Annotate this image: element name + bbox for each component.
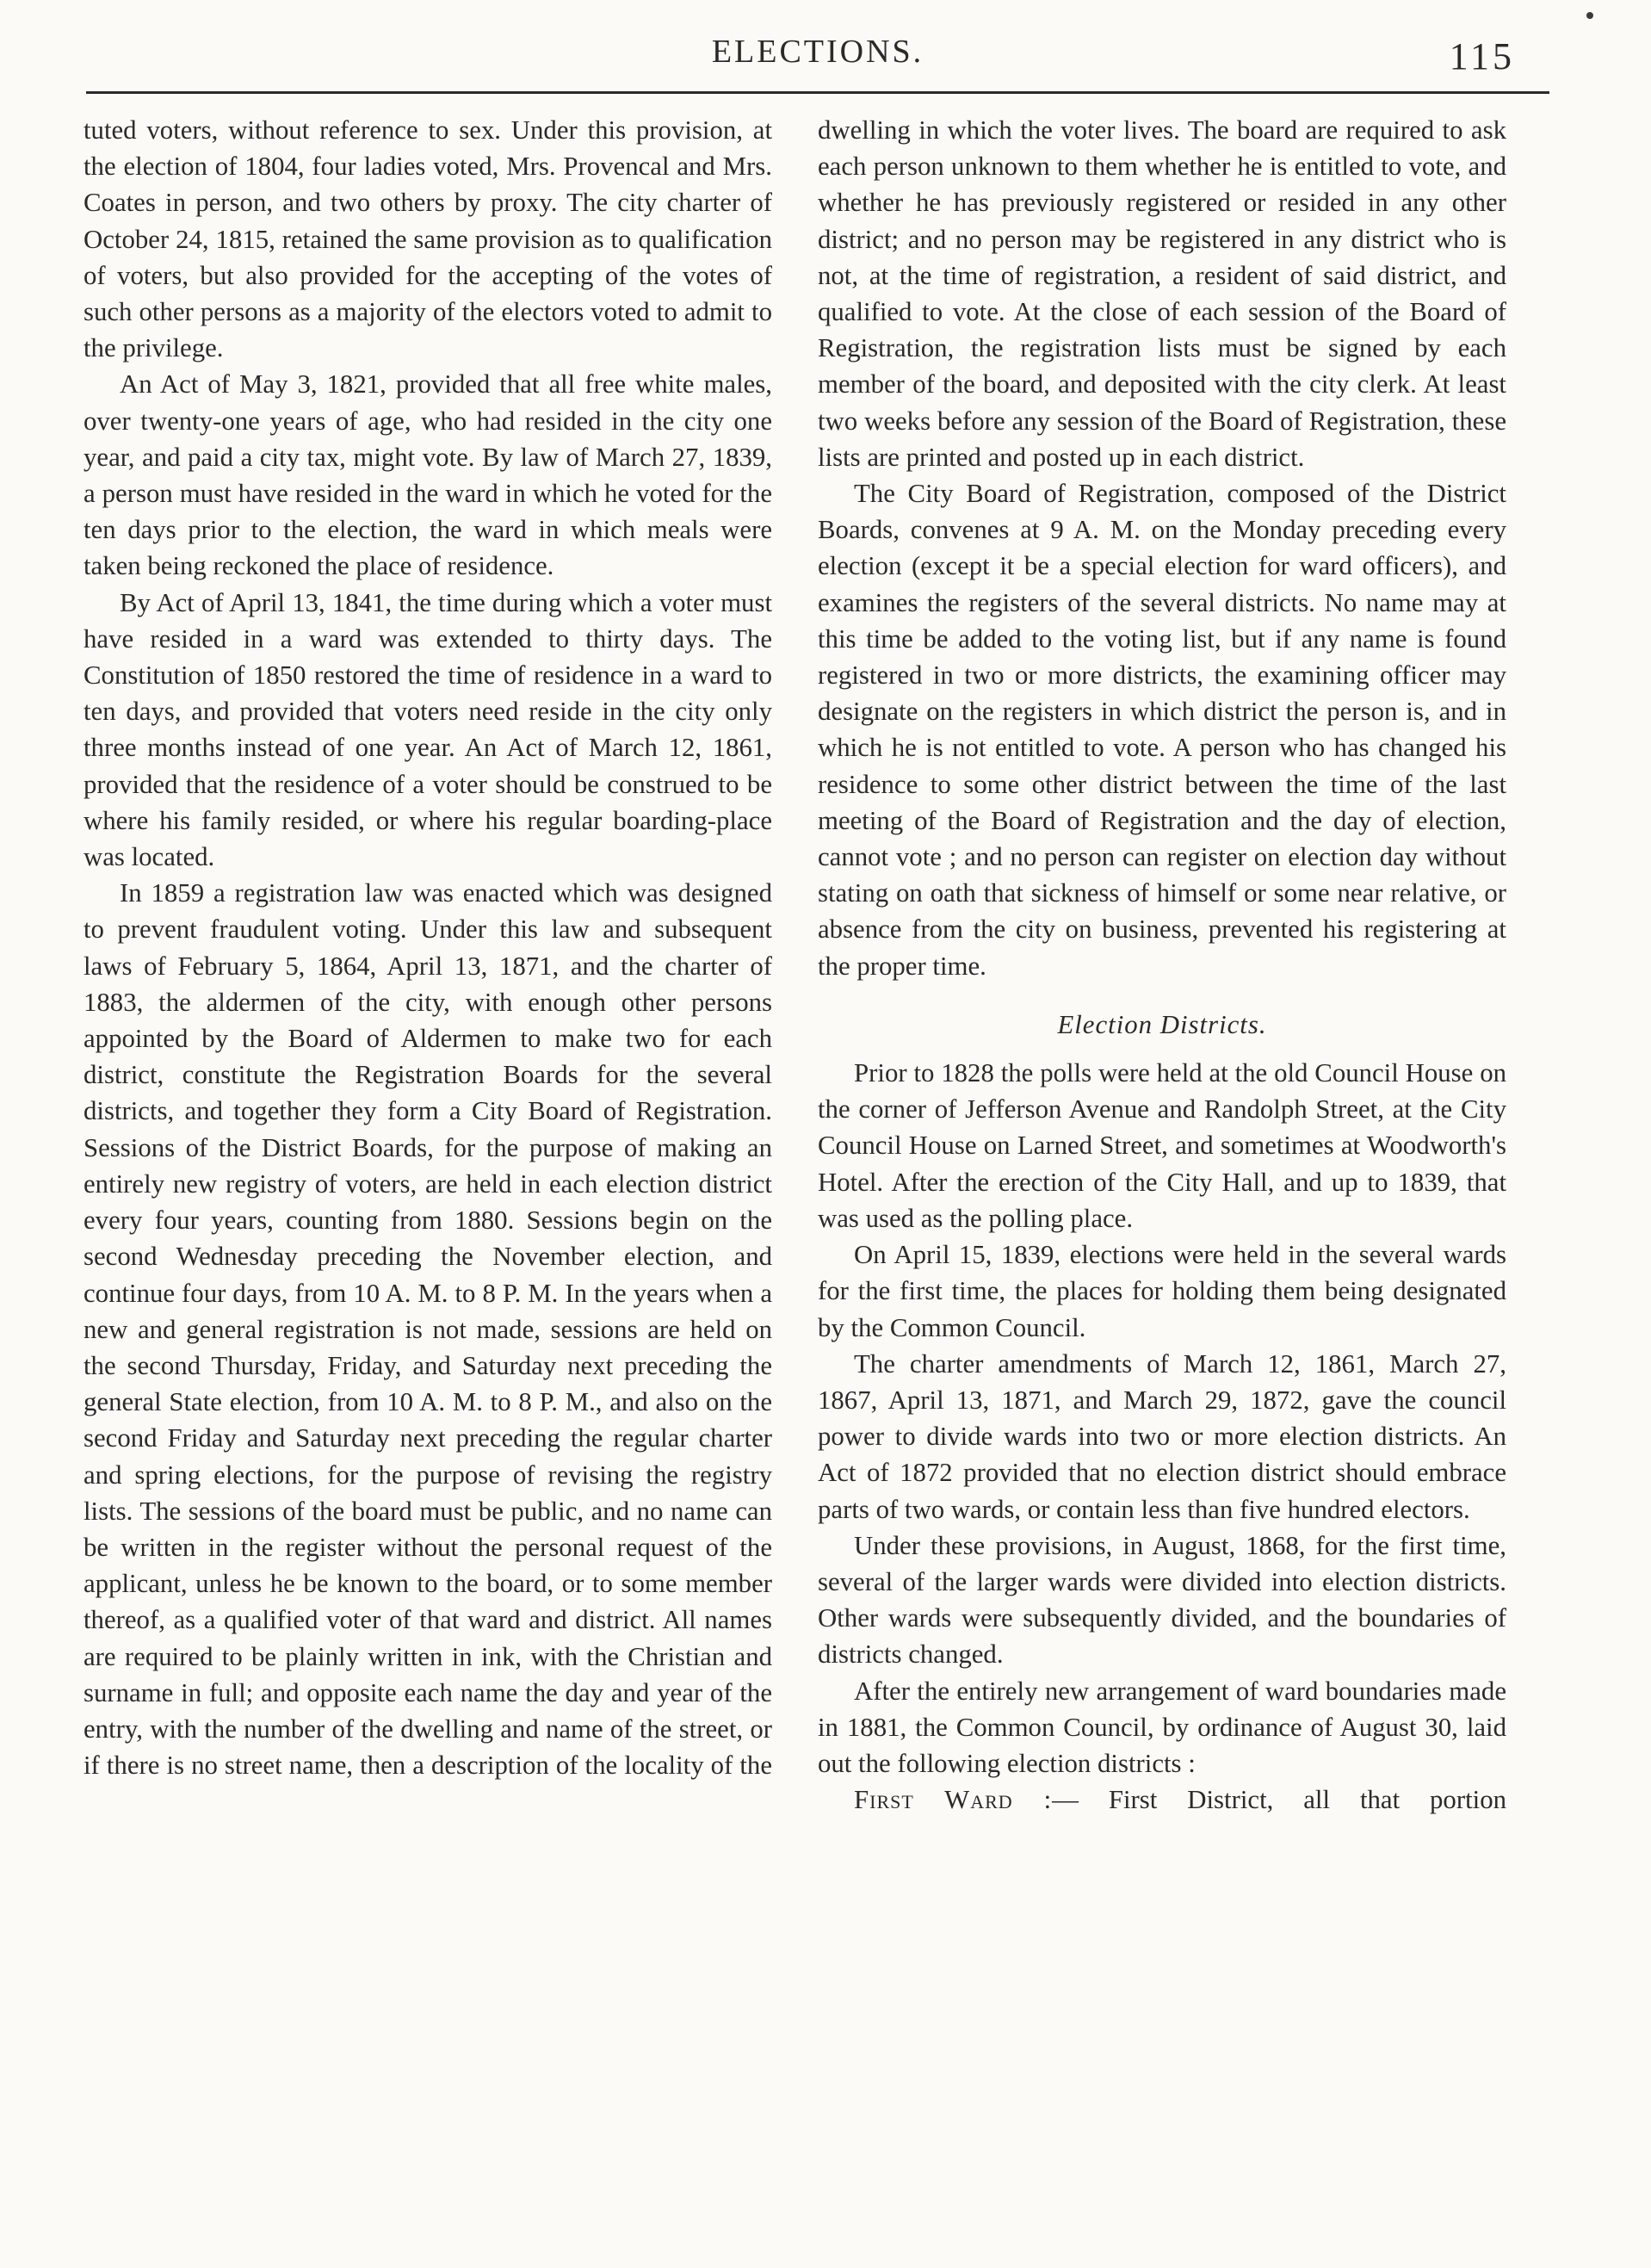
paragraph: Prior to 1828 the polls were held at the old Council House on the corner of Jefferson Avenue and Randolph Street, at the City Council House on Larned Street, and sometimes at Woodworth's Hotel. After the erection of the City Hall, and up to 1839, that was used as the polling place. (818, 1058, 1506, 1233)
paragraph: After the entirely new arrangement of ward boundaries made in 1881, the Common Council, by ordinance of August 30, laid out the following election districts : (818, 1676, 1506, 1778)
ink-speck (1586, 12, 1593, 19)
ward-text: — First District, all that portion (1052, 1785, 1507, 1815)
page-number: 115 (1449, 35, 1515, 77)
right-column (818, 112, 1506, 1818)
page-header (86, 33, 1549, 84)
left-column (83, 112, 772, 1783)
paragraph: The charter amendments of March 12, 1861, March 27, 1867, April 13, 1871, and March 29, 1872, gave the council power to divide wards into two or more election districts. An Act of 1872 provided that no election district should embrace parts of two wards, or contain less than five hundred electors. (818, 1348, 1506, 1524)
paragraph: By Act of April 13, 1841, the time during which a voter must have resided in a ward was extended to thirty days. The Constitution of 1850 restored the time of residence in a ward to ten days, and provided that voters need reside in the city only three months instead of one year. An Act of March 12, 1861, provided that the residence of a voter should be construed to be where his family resided, or where his regular boarding-place was located. (83, 587, 772, 872)
running-title: ELECTIONS. (711, 34, 924, 70)
header-rule (86, 91, 1549, 94)
paragraph: On April 15, 1839, elections were held in the several wards for the first time, the places for holding them being designated by the Common Council. (818, 1240, 1506, 1342)
paragraph: The City Board of Registration, composed of the District Boards, convenes at 9 A. M. on the Monday preceding every election (except it be a special election for ward officers), and examines the registers of the several districts. No name may at this time be added to the voting list, but if any name is found registered in two or more districts, the examining officer may designate on the registers in which district the person is, and in which he is not entitled to vote. A person who has changed his residence to some other district between the time of the last meeting of the Board of Registration and the day of election, cannot vote ; and no person can register on election day without stating on oath that sickness of himself or some near relative, or absence from the city on business, prevented his registering at the proper time. (818, 479, 1506, 981)
ward-label: First Ward : (854, 1785, 1053, 1815)
paragraph: tuted voters, without reference to sex. Under this provision, at the election of 1804, four ladies voted, Mrs. Provencal and Mrs. Coates in person, and two others by proxy. The city charter of October 24, 1815, retained the same provision as to qualification of voters, but also provided for the accepting of the votes of such other persons as a majority of the electors voted to admit to the privilege. (83, 115, 772, 363)
paragraph: An Act of May 3, 1821, provided that all free white males, over twenty-one years of age, who had resided in the city one year, and paid a city tax, might vote. By law of March 27, 1839, a person must have resided in the ward in which he voted for the ten days prior to the election, the ward in which meals were taken being reckoned the place of residence. (83, 369, 772, 581)
ward-entry (818, 1782, 1506, 1818)
section-heading: Election Districts. (1057, 1009, 1267, 1039)
paragraph: Under these provisions, in August, 1868, for the first time, several of the larger wards were divided into election districts. Other wards were subsequently divided, and the boundaries of districts changed. (818, 1530, 1506, 1670)
paragraph: In 1859 a registration law was enacted which was designed to prevent fraudulent voting. Under this law and subsequent laws of February 5, 1864, April 13, 1871, and the charter of 1883, the aldermen of the city, with enough other persons appointed by the Board of Aldermen to make two for each district, constitute the Registration Boards for the several districts, and together they form a City Board of Registration. Sessions of the District Boards, for the purpose of making an entirely new registry of voters, are held in each election district every four years, counting from 1880. Sessions begin on the second Wednesday preceding the November election, and continue four days, from 10 A. M. to 8 P. M. In the years when a new and general registration is not made, sessions are held on the second Thursday, Friday, and Saturday next preceding the general State election, from 10 A. M. to 8 P. M., and also on the second Friday and Saturday next preceding the regular charter and spring elections, for the purpose of revising the registry lists. The sessions of the board must be public, and no name can be written in the register without the personal request of the applicant, unless he be known to the board, or to some member thereof, as a qualified voter of that ward and district. All names are required to be plainly written in ink, with the Christian and surname in full; and opposite each name the day and year of the entry, with the number of the dwelling and name of the street, or if there is no street name, then a description of the locality of the (83, 878, 772, 1781)
paragraph: dwelling in which the voter lives. The board are required to ask each person unknown to them whether he is entitled to vote, and whether he has previously registered or resided in any other district; and no person may be registered in any district who is not, at the time of registration, a resident of said district, and qualified to vote. At the close of each session of the Board of Registration, the registration lists must be signed by each member of the board, and deposited with the city clerk. At least two weeks before any session of the Board of Registration, these lists are printed and posted up in each district. (818, 115, 1506, 472)
